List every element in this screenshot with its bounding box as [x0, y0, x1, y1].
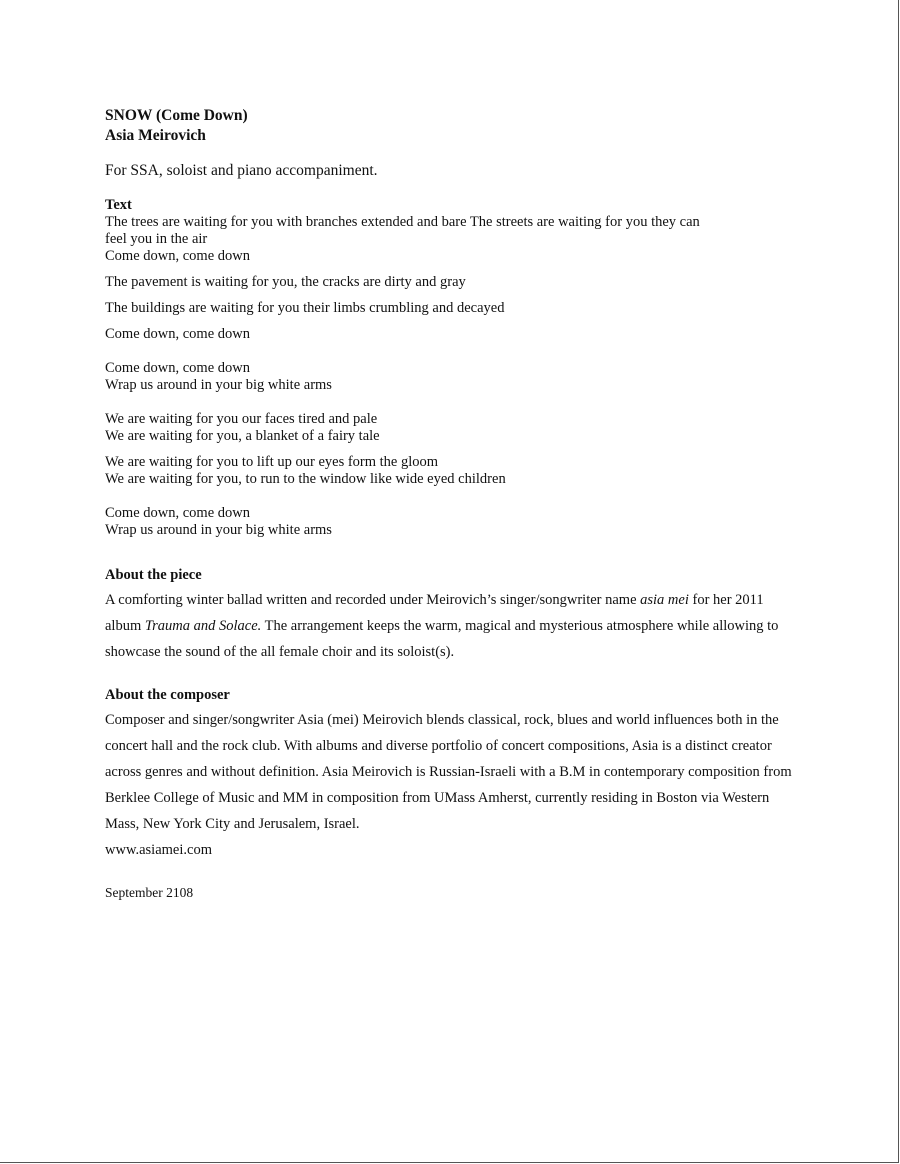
lyric-line: The pavement is waiting for you, the cracks are dirty and gray: [105, 274, 466, 290]
lyric-line: We are waiting for you our faces tired and pale: [105, 411, 378, 427]
about-piece-text-part: The arrangement keeps the warm, magical and mysterious atmosphere while allowing to showcase the sound of the all female choir and its soloist(s).: [105, 618, 779, 660]
composer-bio: Composer and singer/songwriter Asia (mei) Meirovich blends classical, rock, blues and world influences both in the concert hall and the rock club. With albums and diverse portfolio of concert compositions, Asia is a distinct creator across genres and without definition. Asia Meirovich is Russian-Israeli with a B.M in contemporary composition from Berklee College of Music and MM in composition from UMass Amherst, currently residing in Boston via Western Mass, New York City and Jerusalem, Israel.: [105, 712, 792, 832]
document-body: [105, 106, 795, 901]
lyric-line: Come down, come down: [105, 248, 250, 264]
about-composer-text: [105, 707, 795, 863]
lyrics-heading: Text: [105, 197, 132, 213]
about-piece-text-part: for her 2011 album: [105, 592, 764, 634]
lyric-line: We are waiting for you to lift up our eyes form the gloom: [105, 454, 439, 470]
title-block: [105, 106, 795, 146]
lyric-line: Come down, come down: [105, 505, 250, 521]
album-title: Trauma and Solace.: [144, 618, 262, 634]
lyric-line: Come down, come down: [105, 360, 250, 376]
artist-name: asia mei: [640, 592, 689, 608]
about-piece-heading: About the piece: [105, 567, 202, 583]
lyric-line: Come down, come down: [105, 326, 250, 342]
date: September 2108: [105, 885, 194, 900]
lyric-line: We are waiting for you, to run to the window like wide eyed children: [105, 471, 506, 487]
website-link[interactable]: www.asiamei.com: [105, 842, 212, 858]
lyrics: [105, 214, 795, 539]
lyric-line: The trees are waiting for you with branches extended and bare The streets are waiting for you they can: [105, 214, 700, 230]
piece-title: SNOW (Come Down): [105, 107, 248, 124]
composer-name: Asia Meirovich: [105, 127, 206, 144]
lyric-line: The buildings are waiting for you their limbs crumbling and decayed: [105, 300, 505, 316]
lyric-line: We are waiting for you, a blanket of a fairy tale: [105, 428, 380, 444]
lyric-line: feel you in the air: [105, 231, 208, 247]
about-piece-text: [105, 587, 795, 665]
lyric-line: Wrap us around in your big white arms: [105, 377, 332, 393]
about-composer-heading: About the composer: [105, 687, 230, 703]
instrumentation: For SSA, soloist and piano accompaniment.: [105, 162, 378, 179]
lyric-line: Wrap us around in your big white arms: [105, 522, 332, 538]
about-piece-text-part: A comforting winter ballad written and recorded under Meirovich’s singer/songwriter name: [105, 592, 641, 608]
